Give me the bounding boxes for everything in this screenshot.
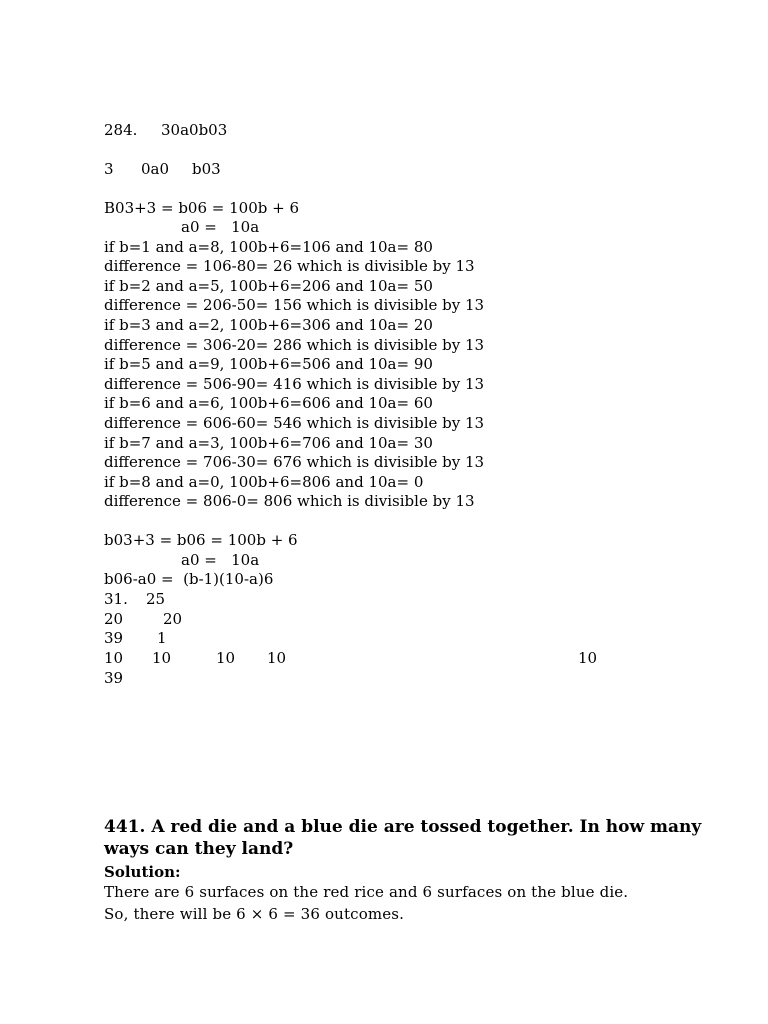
case-line: difference = 606-60= 546 which is divisible by 13 bbox=[104, 414, 485, 432]
case-line: difference = 206-50= 156 which is divisible by 13 bbox=[104, 296, 485, 314]
solution-text-line: So, there will be 6 × 6 = 36 outcomes. bbox=[104, 905, 405, 923]
case-line: if b=3 and a=2, 100b+6=306 and 10a= 20 bbox=[104, 316, 433, 334]
case-line: difference = 306-20= 286 which is divisible by 13 bbox=[104, 336, 485, 354]
case-line: difference = 706-30= 676 which is divisible by 13 bbox=[104, 453, 485, 471]
problem-expression: 30a0b03 bbox=[161, 121, 228, 139]
scratch-value: 25 bbox=[146, 590, 166, 608]
problem-number: 284. bbox=[104, 121, 138, 139]
scratch-value: 31. bbox=[104, 590, 128, 608]
scratch-value: 20 bbox=[163, 610, 183, 628]
equation-line: b03+3 = b06 = 100b + 6 bbox=[104, 531, 298, 549]
scratch-value: 10 bbox=[267, 649, 287, 667]
case-line: if b=8 and a=0, 100b+6=806 and 10a= 0 bbox=[104, 473, 424, 491]
split-part: b03 bbox=[192, 160, 221, 178]
question-title-line: 441. A red die and a blue die are tossed together. In how many bbox=[104, 817, 702, 837]
equation-line: b06-a0 = (b-1)(10-a)6 bbox=[104, 570, 274, 588]
case-line: if b=2 and a=5, 100b+6=206 and 10a= 50 bbox=[104, 277, 433, 295]
scratch-row bbox=[104, 669, 123, 726]
scratch-value: 1 bbox=[157, 629, 167, 647]
split-part: 3 bbox=[104, 160, 114, 178]
equation-line: B03+3 = b06 = 100b + 6 bbox=[104, 199, 299, 217]
case-line: difference = 506-90= 416 which is divisible by 13 bbox=[104, 375, 485, 393]
scratch-value: 10 bbox=[216, 649, 236, 667]
scratch-value: 39 bbox=[104, 629, 124, 647]
case-line: difference = 806-0= 806 which is divisible by 13 bbox=[104, 492, 475, 510]
case-line: difference = 106-80= 26 which is divisible by 13 bbox=[104, 257, 475, 275]
case-line: if b=5 and a=9, 100b+6=506 and 10a= 90 bbox=[104, 355, 433, 373]
split-part: 0a0 bbox=[141, 160, 170, 178]
solution-label: Solution: bbox=[104, 863, 181, 881]
equation-line: a0 = 10a bbox=[181, 218, 260, 236]
question-title-line: ways can they land? bbox=[104, 839, 294, 859]
case-line: if b=6 and a=6, 100b+6=606 and 10a= 60 bbox=[104, 394, 433, 412]
scratch-value: 10 bbox=[104, 649, 124, 667]
scratch-value: 39 bbox=[104, 669, 124, 687]
case-line: if b=7 and a=3, 100b+6=706 and 10a= 30 bbox=[104, 434, 433, 452]
equation-line: a0 = 10a bbox=[181, 551, 260, 569]
case-line: if b=1 and a=8, 100b+6=106 and 10a= 80 bbox=[104, 238, 433, 256]
scratch-value: 10 bbox=[152, 649, 172, 667]
scratch-value: 20 bbox=[104, 610, 124, 628]
scratch-value: 10 bbox=[578, 649, 598, 667]
solution-text-line: There are 6 surfaces on the red rice and 6 surfaces on the blue die. bbox=[104, 883, 629, 901]
